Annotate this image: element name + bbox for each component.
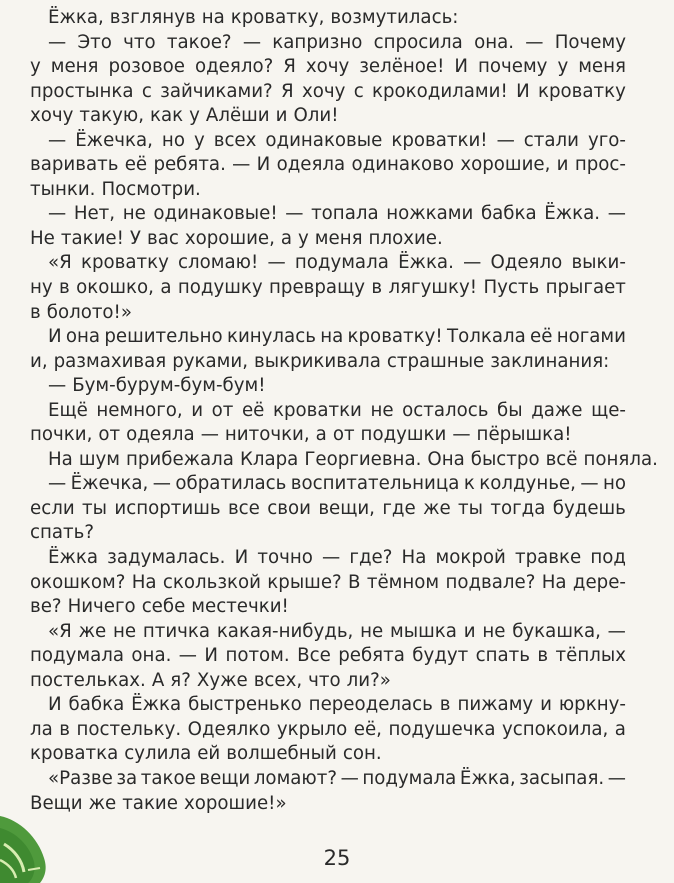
text-line: «Я кроватку сломаю! — подумала Ёжка. — Одеяло выки-: [48, 252, 626, 274]
text-line: ну в окошко, а подушку превращу в лягушку! Пусть прыгает: [30, 277, 626, 299]
text-line: Вещи же такие хорошие!»: [30, 792, 287, 814]
text-line: — Это что такое? — капризно спросила она. — Почему: [48, 31, 626, 53]
text-line: спать?: [30, 522, 95, 544]
text-line: у меня розовое одеяло? Я хочу зелёное! И почему у меня: [30, 56, 626, 78]
text-line: хочу такую, как у Алёши и Оли!: [30, 105, 339, 127]
text-line: в болото!»: [30, 301, 132, 323]
text-line: Не такие! У вас хорошие, а у меня плохие.: [30, 227, 443, 249]
text-line: — Ёжечка, — обратилась воспитательница к колдунье, — но: [48, 473, 626, 495]
text-line: если ты испортишь все свои вещи, где же ты тогда будешь: [30, 497, 626, 519]
text-line: — Ёжечка, но у всех одинаковые кроватки! — стали уго-: [48, 129, 626, 151]
text-line: подумала она. — И потом. Все ребята будут спать в тёплых: [30, 645, 626, 667]
text-line: И бабка Ёжка быстренько переоделась в пижаму и юркну-: [48, 694, 626, 716]
text-line: И она решительно кинулась на кроватку! Толкала её ногами: [48, 326, 626, 348]
text-line: Ёжка, взглянув на кроватку, возмутилась:: [48, 7, 459, 28]
text-line: Ёжка задумалась. И точно — где? На мокрой травке под: [48, 547, 626, 569]
story-text: [30, 6, 658, 816]
text-line: варивать её ребята. — И одеяла одинаково хорошие, и прос-: [30, 154, 626, 176]
text-line: ла в постельку. Одеялко укрыло её, подушечка успокоила, а: [30, 718, 626, 740]
text-line: «Разве за такое вещи ломают? — подумала Ёжка, засыпая. —: [48, 767, 626, 789]
text-line: и, размахивая руками, выкрикивала страшные заклинания:: [30, 350, 610, 372]
text-line: На шум прибежала Клара Георгиевна. Она быстро всё поняла.: [48, 448, 658, 470]
text-line: — Бум-бурум-бум-бум!: [48, 375, 266, 397]
text-line: постельках. А я? Хуже всех, что ли?»: [30, 669, 391, 691]
text-line: простынка с зайчиками? Я хочу с крокодилами! И кроватку: [30, 80, 626, 102]
page-number: 25: [323, 846, 351, 870]
text-line: — Нет, не одинаковые! — топала ножками бабка Ёжка. —: [48, 203, 626, 225]
text-line: почки, от одеяла — ниточки, а от подушки — пёрышка!: [30, 424, 572, 446]
text-line: окошком? На скользкой крыше? В тёмном подвале? На дере-: [30, 571, 626, 593]
text-line: Ещё немного, и от её кроватки не осталось бы даже ще-: [48, 399, 626, 421]
text-line: ве? Ничего себе местечки!: [30, 596, 289, 618]
text-line: тынки. Посмотри.: [30, 178, 201, 200]
text-line: «Я же не птичка какая-нибудь, не мышка и не букашка, —: [48, 620, 626, 642]
text-line: кроватка сулила ей волшебный сон.: [30, 743, 382, 765]
